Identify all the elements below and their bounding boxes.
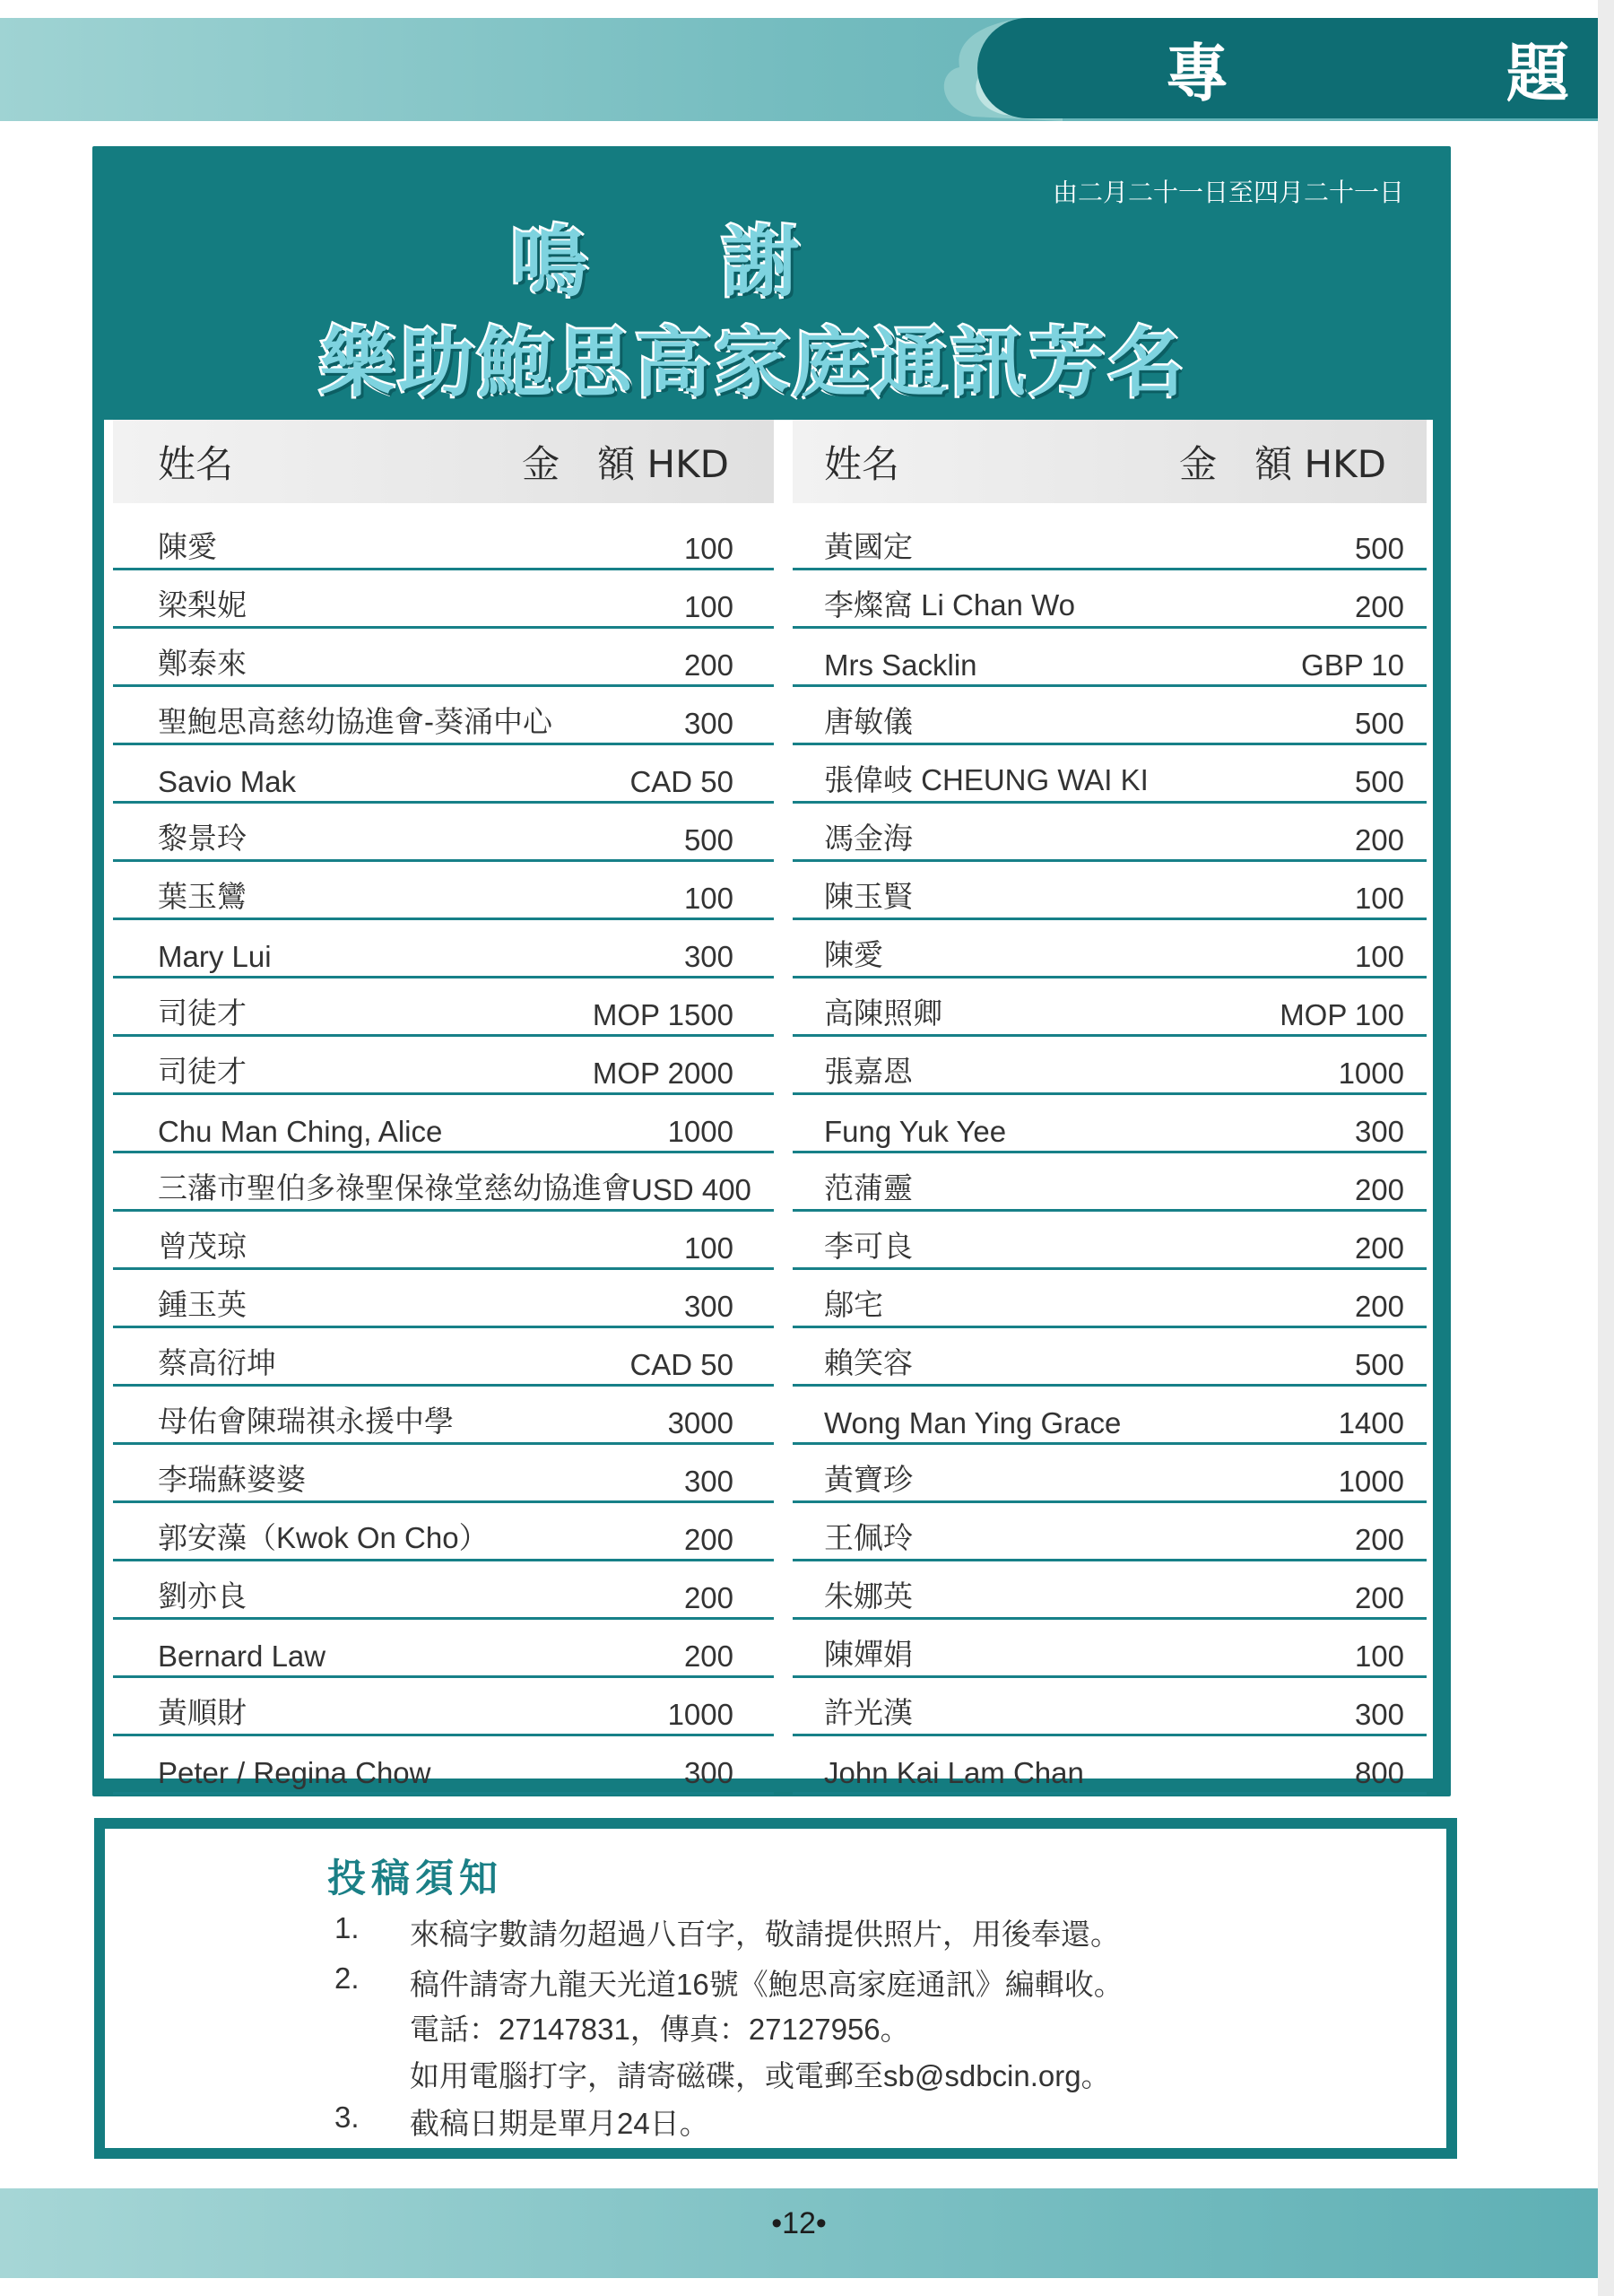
donor-row [113, 1387, 774, 1445]
donor-amount: 200 [683, 648, 733, 682]
donor-name: 李燦窩 Li Chan Wo [824, 588, 1075, 622]
donor-row [113, 687, 774, 745]
donor-row [793, 1212, 1427, 1270]
donor-row [793, 1270, 1427, 1328]
donor-amount: GBP 10 [1301, 648, 1404, 682]
donor-name: 三藩市聖伯多祿聖保祿堂慈幼協進會 [158, 1171, 631, 1205]
donor-amount: 100 [683, 590, 733, 623]
donor-amount: 500 [1354, 765, 1404, 798]
donor-row [793, 1678, 1427, 1736]
donor-row [793, 1561, 1427, 1620]
donor-name: 曾茂琼 [158, 1230, 247, 1263]
donor-name: John Kai Lam Chan [824, 1756, 1084, 1789]
donor-name: Mary Lui [158, 940, 272, 973]
donor-row [113, 1620, 774, 1678]
section-title [1166, 23, 1569, 113]
donor-name: 范蒲靈 [824, 1171, 913, 1205]
section-title-char-1: 專 [1166, 36, 1228, 110]
donor-row [793, 1153, 1427, 1212]
donor-row [793, 1445, 1427, 1503]
donor-amount: 200 [683, 1581, 733, 1614]
donor-row [113, 1445, 774, 1503]
donor-name: Wong Man Ying Grace [824, 1406, 1122, 1439]
donor-row [793, 1736, 1427, 1795]
notice-item-2-line-1: 稿件請寄九龍天光道16號《鮑思高家庭通訊》編輯收。 [410, 1968, 1124, 2001]
donor-name: Fung Yuk Yee [824, 1115, 1007, 1148]
donor-name: 鍾玉英 [158, 1288, 247, 1321]
donor-amount: 300 [683, 1465, 733, 1498]
donor-name: 黃順財 [158, 1696, 247, 1729]
donor-amount: 300 [683, 707, 733, 740]
donor-name: 張偉岐 CHEUNG WAI KI [824, 763, 1149, 796]
submission-notice [94, 1818, 1457, 2159]
donor-row [793, 1328, 1427, 1387]
section-title-char-2: 題 [1506, 36, 1569, 110]
donor-amount: USD 400 [631, 1173, 751, 1206]
donor-row [113, 745, 774, 804]
donor-name: 司徒才 [158, 996, 247, 1030]
donor-row [113, 1678, 774, 1736]
donor-name: Savio Mak [158, 765, 297, 798]
amount-header: 金 額 HKD [1179, 441, 1386, 486]
donor-name: 鄭泰來 [158, 647, 247, 680]
donor-amount: 100 [1354, 940, 1404, 973]
notice-item-1-text: 來稿字數請勿超過八百字，敬請提供照片，用後奉還。 [410, 1918, 1120, 1951]
donors-panel [92, 146, 1451, 1796]
donor-row [113, 920, 774, 978]
donor-amount: CAD 50 [629, 1348, 733, 1381]
period-label: 由二月二十一日至四月二十一日 [1052, 178, 1404, 207]
donor-name: 朱娜英 [824, 1579, 913, 1613]
donor-amount: 200 [1354, 1290, 1404, 1323]
donor-name: 郭安藻（Kwok On Cho） [158, 1521, 489, 1554]
donor-row [113, 1328, 774, 1387]
donor-amount: MOP 100 [1280, 998, 1404, 1031]
donor-amount: 1000 [667, 1115, 733, 1148]
donor-row [113, 570, 774, 629]
donor-row [113, 1153, 774, 1212]
donor-name: 陳愛 [158, 530, 217, 563]
notice-title: 投稿須知 [327, 1857, 503, 1901]
donor-row [113, 1503, 774, 1561]
donor-table [104, 420, 1433, 1789]
donor-name: 陳玉賢 [824, 880, 913, 913]
donor-amount: 100 [683, 532, 733, 565]
donor-name: 黃國定 [824, 530, 913, 563]
donor-row [793, 687, 1427, 745]
donor-name: 鄔宅 [824, 1288, 883, 1321]
donor-amount: 1400 [1338, 1406, 1404, 1439]
donor-name: 梁梨妮 [158, 588, 247, 622]
donor-amount: 500 [1354, 532, 1404, 565]
notice-item-3-number: 3. [334, 2100, 360, 2134]
donor-row [113, 629, 774, 687]
donor-amount: 300 [1354, 1115, 1404, 1148]
donor-amount: 500 [1354, 707, 1404, 740]
notice-item-2-line-3: 如用電腦打字，請寄磁碟，或電郵至sb@sdbcin.org。 [410, 2059, 1111, 2092]
thanks-title: 鳴 謝 [510, 218, 854, 308]
donor-column-right [793, 420, 1427, 1795]
donor-amount: 100 [683, 1231, 733, 1265]
donor-row [113, 1095, 774, 1153]
page-number: •12• [771, 2206, 827, 2240]
donor-row [793, 1620, 1427, 1678]
donor-name: 司徒才 [158, 1055, 247, 1088]
notice-item-1-number: 1. [334, 1911, 360, 1944]
donor-amount: 100 [1354, 882, 1404, 915]
donor-amount: 200 [1354, 823, 1404, 857]
notice-item-3-text: 截稿日期是單月24日。 [410, 2107, 709, 2140]
donor-amount: 1000 [1338, 1465, 1404, 1498]
donor-row [113, 1212, 774, 1270]
donor-name: Mrs Sacklin [824, 648, 977, 682]
donor-amount: 200 [1354, 1523, 1404, 1556]
donor-amount: 500 [1354, 1348, 1404, 1381]
scan-edge [1598, 0, 1614, 2296]
donor-name: 黃寶珍 [824, 1463, 913, 1496]
donor-row [793, 1095, 1427, 1153]
donor-name: 高陳照卿 [824, 996, 942, 1030]
donor-amount: 200 [1354, 1173, 1404, 1206]
donor-row [793, 745, 1427, 804]
donor-row [793, 512, 1427, 570]
donor-name: 馮金海 [824, 822, 913, 855]
donor-rows-left [113, 512, 774, 1795]
donor-amount: 300 [683, 1756, 733, 1789]
name-header: 姓名 [824, 441, 900, 486]
donor-row [793, 920, 1427, 978]
donor-row [793, 862, 1427, 920]
donor-amount: 1000 [667, 1698, 733, 1731]
donor-amount: 300 [1354, 1698, 1404, 1731]
notice-item-2-number: 2. [334, 1961, 360, 1995]
donor-row [113, 512, 774, 570]
notice-item-2-line-2: 電話：27147831，傳真：27127956。 [410, 2013, 910, 2046]
donor-column-left [113, 420, 774, 1795]
donor-name: 唐敏儀 [824, 705, 913, 738]
donor-amount: 200 [1354, 1231, 1404, 1265]
donor-name: 許光漢 [824, 1696, 913, 1729]
donor-amount: 1000 [1338, 1057, 1404, 1090]
donor-name: 葉玉鸞 [158, 880, 247, 913]
donor-name: 聖鮑思高慈幼協進會-葵涌中心 [158, 705, 552, 738]
donor-row [793, 629, 1427, 687]
column-header [793, 420, 1427, 503]
donor-amount: 800 [1354, 1756, 1404, 1789]
donor-row [113, 1736, 774, 1795]
donor-row [793, 804, 1427, 862]
donor-name: 劉亦良 [158, 1579, 247, 1613]
donor-amount: 200 [683, 1523, 733, 1556]
donor-row [793, 1037, 1427, 1095]
donor-row [793, 1503, 1427, 1561]
donor-name: 賴笑容 [824, 1346, 913, 1379]
donor-amount: 200 [1354, 590, 1404, 623]
amount-header: 金 額 HKD [522, 441, 729, 486]
donor-amount: 300 [683, 940, 733, 973]
donor-amount: 200 [683, 1639, 733, 1673]
donor-name: 陳嬋娟 [824, 1638, 913, 1671]
donor-row [113, 1561, 774, 1620]
donor-row [793, 978, 1427, 1037]
donor-row [113, 804, 774, 862]
donor-name: 蔡高衍坤 [158, 1346, 276, 1379]
name-header: 姓名 [158, 441, 234, 486]
donor-name: 張嘉恩 [824, 1055, 913, 1088]
donors-title: 樂助鮑思高家庭通訊芳名 [319, 319, 1188, 407]
donor-row [793, 1387, 1427, 1445]
donor-name: 王佩玲 [824, 1521, 913, 1554]
donor-row [113, 1270, 774, 1328]
donor-name: Bernard Law [158, 1639, 326, 1673]
donor-amount: 3000 [667, 1406, 733, 1439]
donor-name: 李瑞蘇婆婆 [158, 1463, 306, 1496]
donor-amount: CAD 50 [629, 765, 733, 798]
donor-amount: MOP 1500 [592, 998, 733, 1031]
donor-amount: 500 [683, 823, 733, 857]
donor-name: 李可良 [824, 1230, 913, 1263]
donor-amount: MOP 2000 [592, 1057, 733, 1090]
donor-name: 黎景玲 [158, 822, 247, 855]
donor-row [113, 862, 774, 920]
donor-row [793, 570, 1427, 629]
donor-rows-right [793, 512, 1427, 1795]
donor-name: Chu Man Ching, Alice [158, 1115, 443, 1148]
column-header [113, 420, 774, 503]
donor-name: 母佑會陳瑞祺永援中學 [158, 1405, 454, 1438]
donor-amount: 100 [1354, 1639, 1404, 1673]
donor-amount: 300 [683, 1290, 733, 1323]
donor-amount: 100 [683, 882, 733, 915]
donor-row [113, 1037, 774, 1095]
donor-name: 陳愛 [824, 938, 883, 971]
donor-row [113, 978, 774, 1037]
donor-amount: 200 [1354, 1581, 1404, 1614]
donor-name: Peter / Regina Chow [158, 1756, 431, 1789]
